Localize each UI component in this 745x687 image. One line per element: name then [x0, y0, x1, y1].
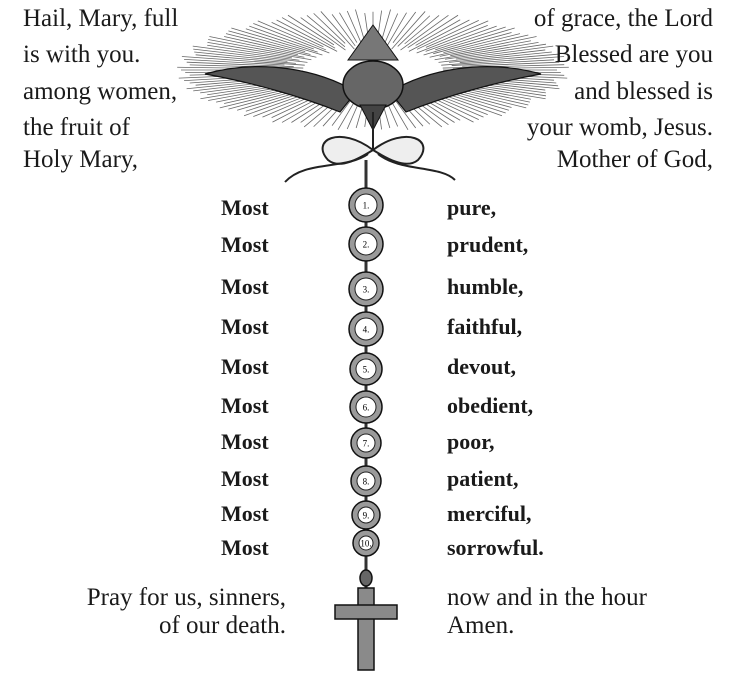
virtue-label: merciful, — [447, 501, 532, 526]
ray — [381, 9, 391, 42]
bead-number: 3. — [362, 284, 370, 295]
rosary-bead — [349, 188, 383, 222]
text-line: Holy Mary, — [23, 146, 139, 173]
bead-number: 7. — [362, 438, 370, 449]
text-line: of grace, the Lord — [533, 5, 713, 32]
ray — [440, 37, 537, 57]
text-line: and blessed is — [574, 78, 713, 105]
ray — [441, 56, 564, 65]
virtue-label: humble, — [447, 274, 524, 299]
most-label: Most — [221, 429, 269, 454]
most-label: Most — [221, 466, 269, 491]
ray — [226, 34, 310, 55]
most-label: Most — [221, 274, 269, 299]
rosary-bead — [351, 466, 381, 496]
ray — [282, 18, 335, 49]
rosary-bead — [349, 272, 383, 306]
text-line: the fruit of — [23, 114, 130, 141]
rosary-bead — [351, 428, 381, 458]
ray — [417, 20, 479, 49]
virtue-label: faithful, — [447, 314, 523, 339]
rosary-bead — [353, 530, 379, 556]
rosary-bead — [350, 391, 382, 423]
rosary-bead — [349, 227, 383, 261]
bead-number: 10. — [360, 538, 372, 549]
text-line: among women, — [23, 78, 178, 105]
rosary-bead — [352, 501, 380, 529]
bead-number: 6. — [362, 402, 370, 413]
bead-number: 8. — [362, 476, 370, 487]
most-label: Most — [221, 354, 269, 379]
text-line: of our death. — [158, 612, 286, 639]
text-line: Hail, Mary, full — [23, 5, 179, 32]
text-line: now and in the hour — [447, 584, 647, 611]
text-line: Mother of God, — [556, 146, 713, 173]
text-line: Pray for us, sinners, — [86, 584, 286, 611]
ray — [435, 27, 505, 50]
rosary-bead — [350, 353, 382, 385]
virtue-label: prudent, — [447, 232, 529, 257]
text-line: your womb, Jesus. — [526, 114, 713, 141]
crucifix-icon — [335, 570, 397, 670]
most-label: Most — [221, 501, 269, 526]
most-label: Most — [221, 393, 269, 418]
most-label: Most — [221, 314, 269, 339]
ray — [433, 32, 511, 53]
ray — [426, 26, 497, 51]
text-line: is with you. — [23, 41, 141, 68]
bead-number: 2. — [362, 239, 370, 250]
bead-number: 1. — [362, 200, 370, 211]
ray — [182, 56, 305, 65]
rosary-bead — [349, 312, 383, 346]
most-label: Most — [221, 535, 269, 560]
virtue-label: sorrowful. — [447, 535, 544, 560]
text-line: Amen. — [447, 612, 515, 639]
virtue-label: poor, — [447, 429, 495, 454]
bead-number: 5. — [362, 364, 370, 375]
bead-number: 9. — [362, 510, 370, 521]
text-line: Blessed are you — [554, 41, 713, 68]
bead-number: 4. — [362, 324, 370, 335]
virtue-label: pure, — [447, 195, 497, 220]
ray — [398, 16, 430, 47]
most-label: Most — [221, 232, 269, 257]
virtue-label: patient, — [447, 466, 519, 491]
most-label: Most — [221, 195, 269, 220]
virtue-label: obedient, — [447, 393, 534, 418]
virtue-label: devout, — [447, 354, 517, 379]
